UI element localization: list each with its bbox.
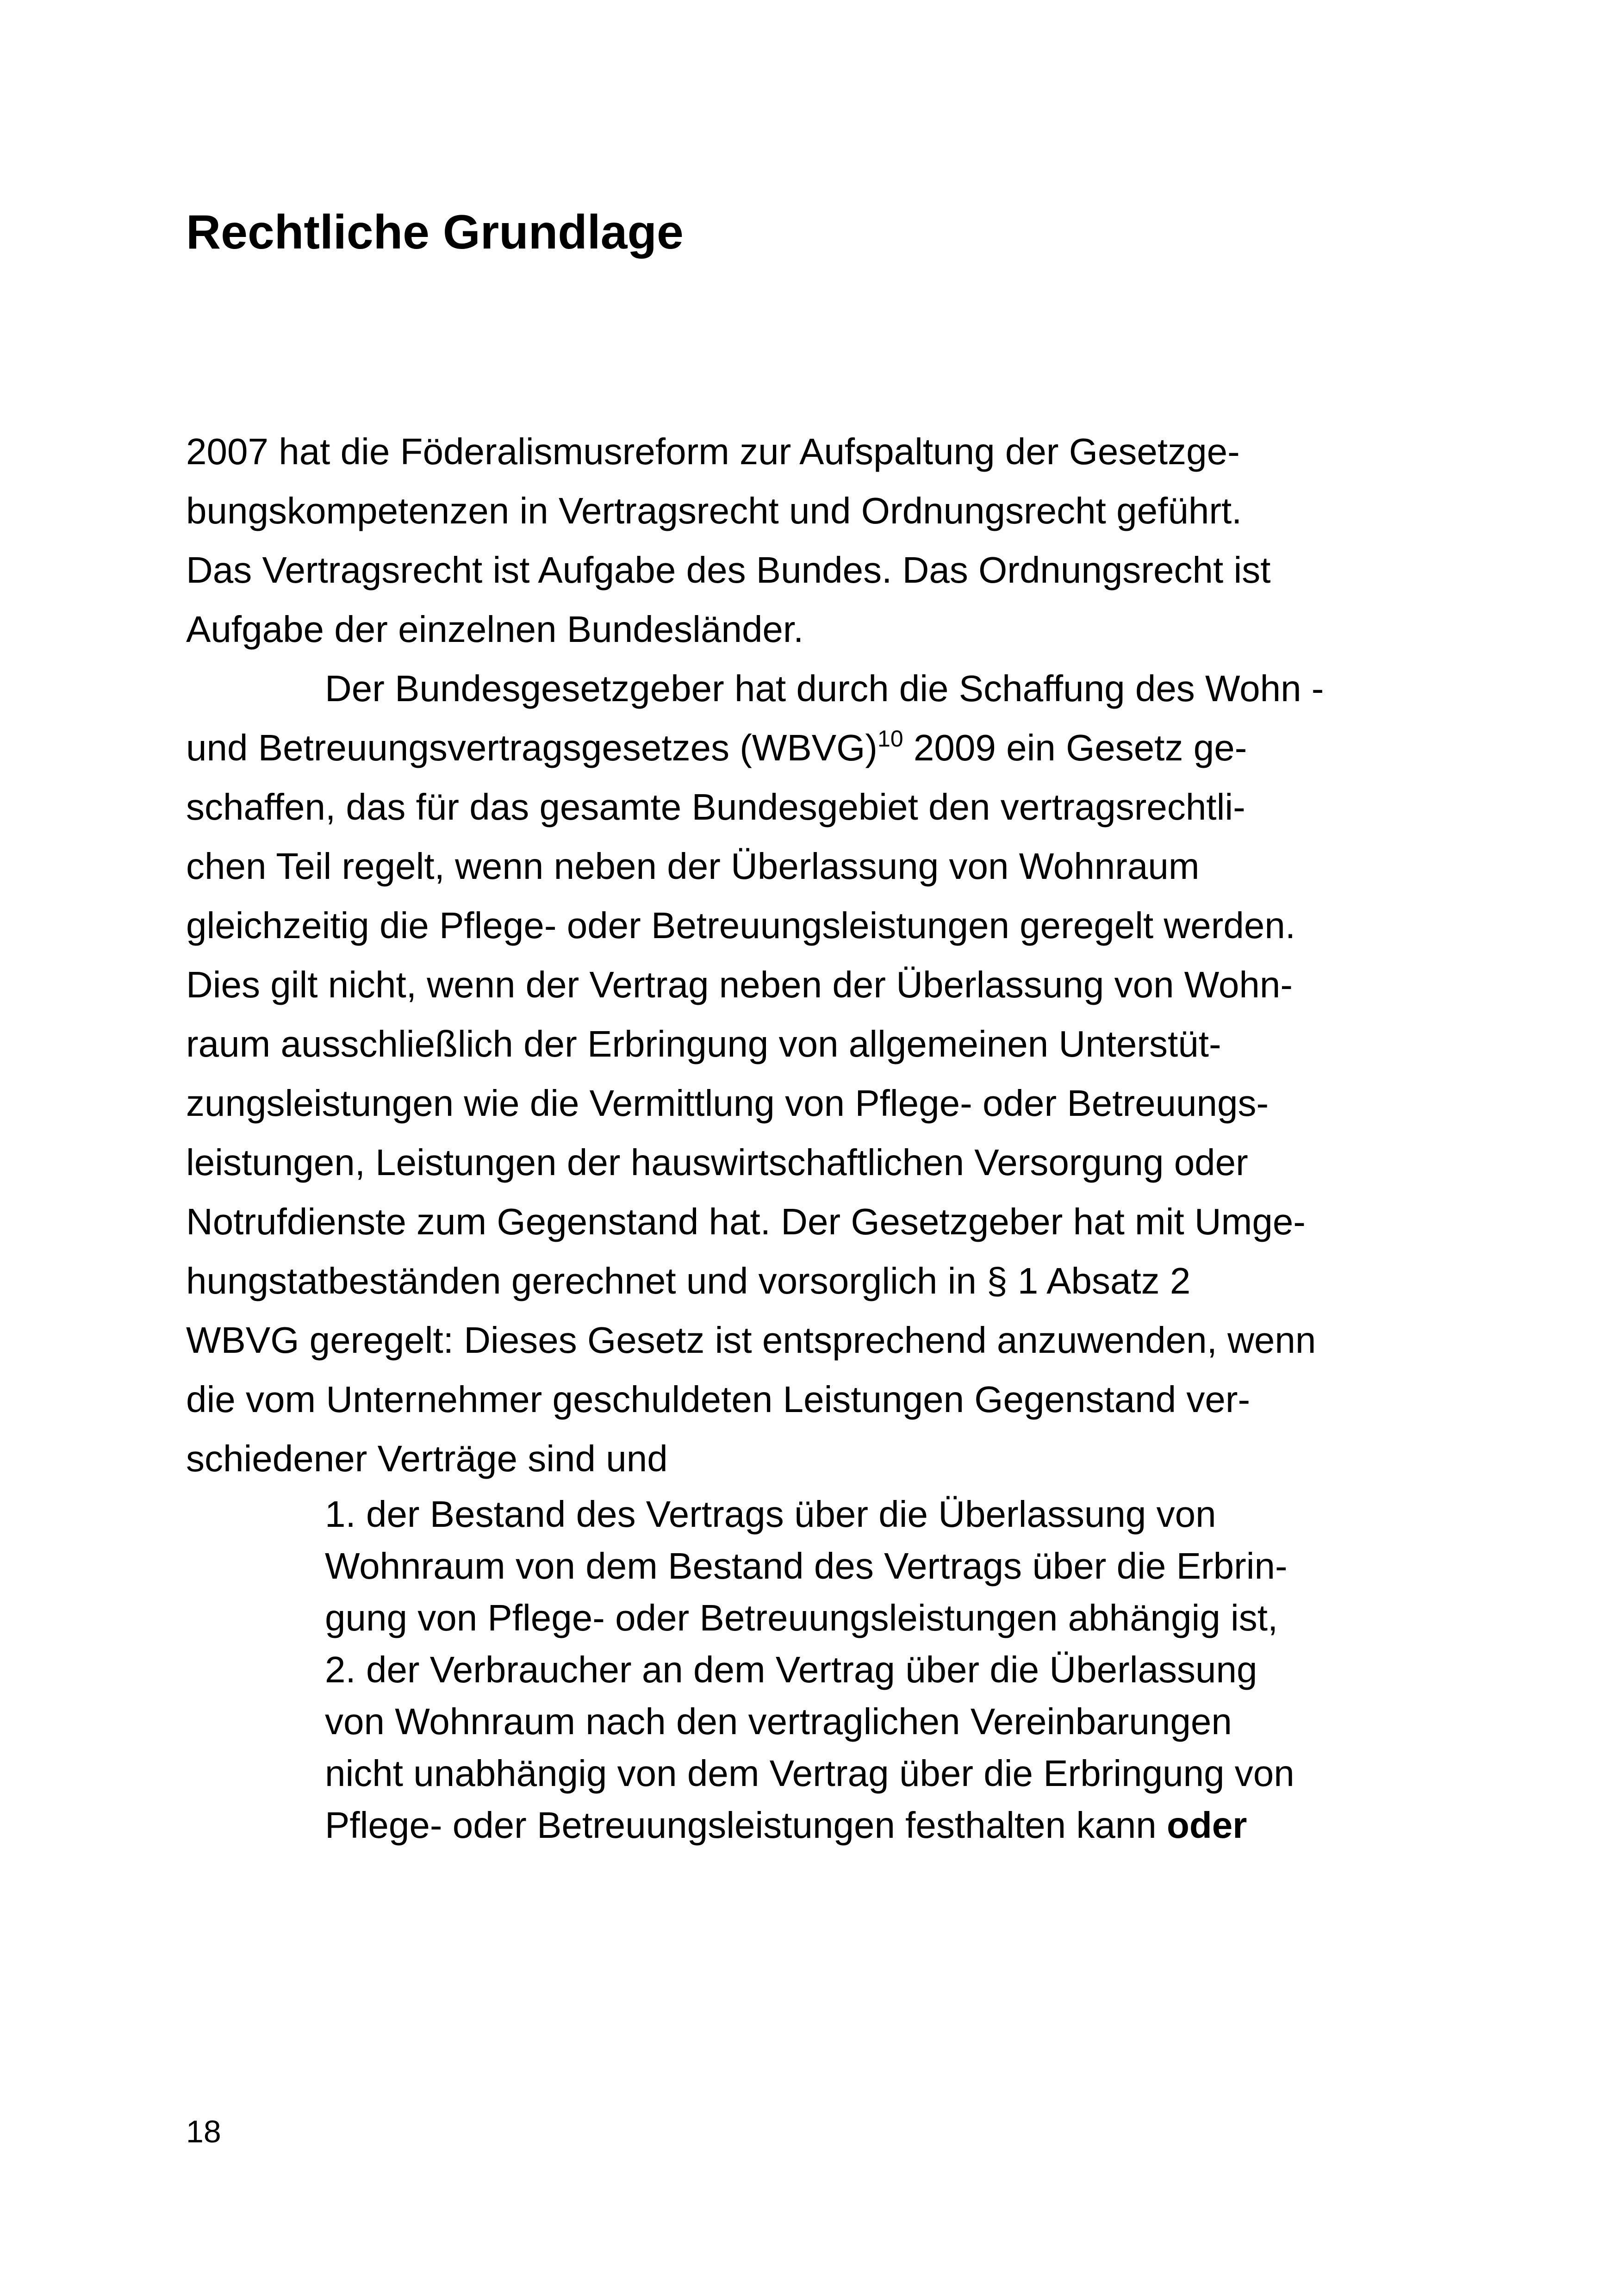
text-line: Notrufdienste zum Gegenstand hat. Der Gesetzgeber hat mit Umge- [186, 1201, 1306, 1242]
paragraph-federalism-reform [186, 422, 1422, 659]
section-heading: Rechtliche Grundlage [186, 205, 684, 259]
list-item [325, 1644, 1422, 1851]
text-line [325, 1799, 1422, 1851]
text-line: 1. der Bestand des Vertrags über die Überlassung von [325, 1493, 1216, 1535]
text-line: gleichzeitig die Pflege- oder Betreuungsleistungen geregelt werden. [186, 905, 1296, 946]
text-line: raum ausschließlich der Erbringung von allgemeinen Unterstüt- [186, 1023, 1221, 1064]
text-line: die vom Unternehmer geschuldeten Leistungen Gegenstand ver- [186, 1379, 1251, 1420]
text-line: zungsleistungen wie die Vermittlung von Pflege- oder Betreuungs- [186, 1083, 1269, 1124]
body-text [186, 422, 1422, 1851]
text-line: Das Vertragsrecht ist Aufgabe des Bundes. Das Ordnungsrecht ist [186, 549, 1271, 591]
text-line-with-footnote [186, 718, 1422, 778]
text-line: bungskompetenzen in Vertragsrecht und Ordnungsrecht geführt. [186, 490, 1242, 531]
text-line: hungstatbeständen gerechnet und vorsorglich in § 1 Absatz 2 [186, 1260, 1191, 1301]
text-segment: 2009 ein Gesetz ge- [903, 727, 1247, 768]
text-line: schiedener Verträge sind und [186, 1438, 668, 1479]
text-line: Wohnraum von dem Bestand des Vertrags über die Erbrin- [325, 1545, 1288, 1587]
statute-list [186, 1488, 1422, 1851]
text-line: chen Teil regelt, wenn neben der Überlassung von Wohnraum [186, 846, 1200, 887]
text-line: 2. der Verbraucher an dem Vertrag über die Überlassung [325, 1649, 1257, 1690]
text-line: 2007 hat die Föderalismusreform zur Aufspaltung der Gesetzge- [186, 431, 1240, 472]
text-line: Aufgabe der einzelnen Bundesländer. [186, 609, 804, 650]
text-segment: und Betreuungsvertragsgesetzes (WBVG) [186, 727, 878, 768]
list-item [325, 1488, 1422, 1644]
footnote-reference[interactable]: 10 [877, 726, 903, 752]
text-line: von Wohnraum nach den vertraglichen Vereinbarungen [325, 1701, 1232, 1742]
text-segment: Pflege- oder Betreuungsleistungen festhalten kann [325, 1804, 1167, 1846]
text-line: nicht unabhängig von dem Vertrag über die Erbringung von [325, 1753, 1294, 1794]
text-line: gung von Pflege- oder Betreuungsleistungen abhängig ist, [325, 1597, 1278, 1638]
text-line: Der Bundesgesetzgeber hat durch die Schaffung des Wohn - [325, 668, 1324, 709]
text-line: leistungen, Leistungen der hauswirtschaftlichen Versorgung oder [186, 1142, 1248, 1183]
text-line: schaffen, das für das gesamte Bundesgebiet den vertragsrechtli- [186, 786, 1245, 828]
bold-conjunction: oder [1167, 1804, 1247, 1846]
text-line: Dies gilt nicht, wenn der Vertrag neben der Überlassung von Wohn- [186, 964, 1293, 1005]
paragraph-wbvg [186, 659, 1422, 1488]
page-number: 18 [186, 2114, 221, 2149]
text-line: WBVG geregelt: Dieses Gesetz ist entsprechend anzuwenden, wenn [186, 1319, 1316, 1361]
